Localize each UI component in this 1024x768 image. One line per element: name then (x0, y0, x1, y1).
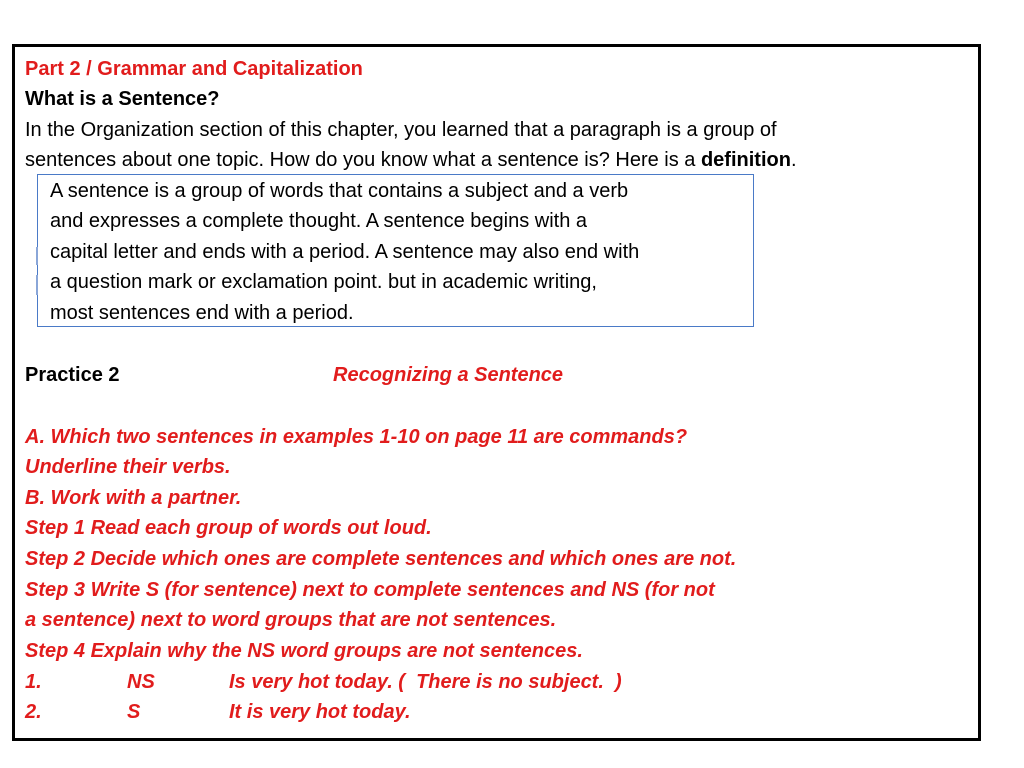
example-code: NS (127, 671, 155, 693)
part-title: Part 2 / Grammar and Capitalization (25, 58, 363, 80)
definition-keyword: definition (700, 149, 791, 171)
example-code: S (127, 701, 141, 723)
definition-line-4: a question mark or exclamation point. but in academic writing, (50, 271, 597, 293)
definition-line-1: A sentence is a group of words that contains a subject and a verb (50, 180, 629, 202)
section-heading: What is a Sentence? (25, 88, 220, 110)
intro-line-1: In the Organization section of this chapter, you learned that a paragraph is a group of (25, 119, 777, 141)
instruction-line: A. Which two sentences in examples 1-10 on page 11 are commands? (25, 426, 688, 448)
intro-line-2-period: . (790, 149, 797, 171)
slide-frame (12, 44, 981, 741)
instruction-line: Underline their verbs. (25, 456, 231, 478)
definition-box-tick (36, 275, 38, 295)
definition-line-5: most sentences end with a period. (50, 302, 354, 324)
practice-label: Practice 2 (25, 364, 120, 386)
instruction-line: Step 4 Explain why the NS word groups are not sentences. (25, 640, 583, 662)
example-text: Is very hot today. ( There is no subject. ) (229, 671, 622, 693)
practice-title: Recognizing a Sentence (333, 364, 564, 386)
intro-line-2-text: sentences about one topic. How do you know what a sentence is? Here is a (25, 149, 701, 171)
instruction-line: Step 1 Read each group of words out loud. (25, 517, 432, 539)
definition-box-tick (36, 247, 38, 265)
instruction-line: B. Work with a partner. (25, 487, 242, 509)
instruction-line: Step 3 Write S (for sentence) next to complete sentences and NS (for not (25, 579, 715, 601)
example-number: 2. (25, 701, 42, 723)
intro-line-2 (25, 145, 797, 175)
example-text: It is very hot today. (229, 701, 411, 723)
instruction-line: a sentence) next to word groups that are not sentences. (25, 609, 557, 631)
definition-line-2: and expresses a complete thought. A sentence begins with a (50, 210, 588, 232)
instruction-line: Step 2 Decide which ones are complete sentences and which ones are not. (25, 548, 737, 570)
definition-line-3: capital letter and ends with a period. A sentence may also end with (50, 241, 640, 263)
example-number: 1. (25, 671, 42, 693)
